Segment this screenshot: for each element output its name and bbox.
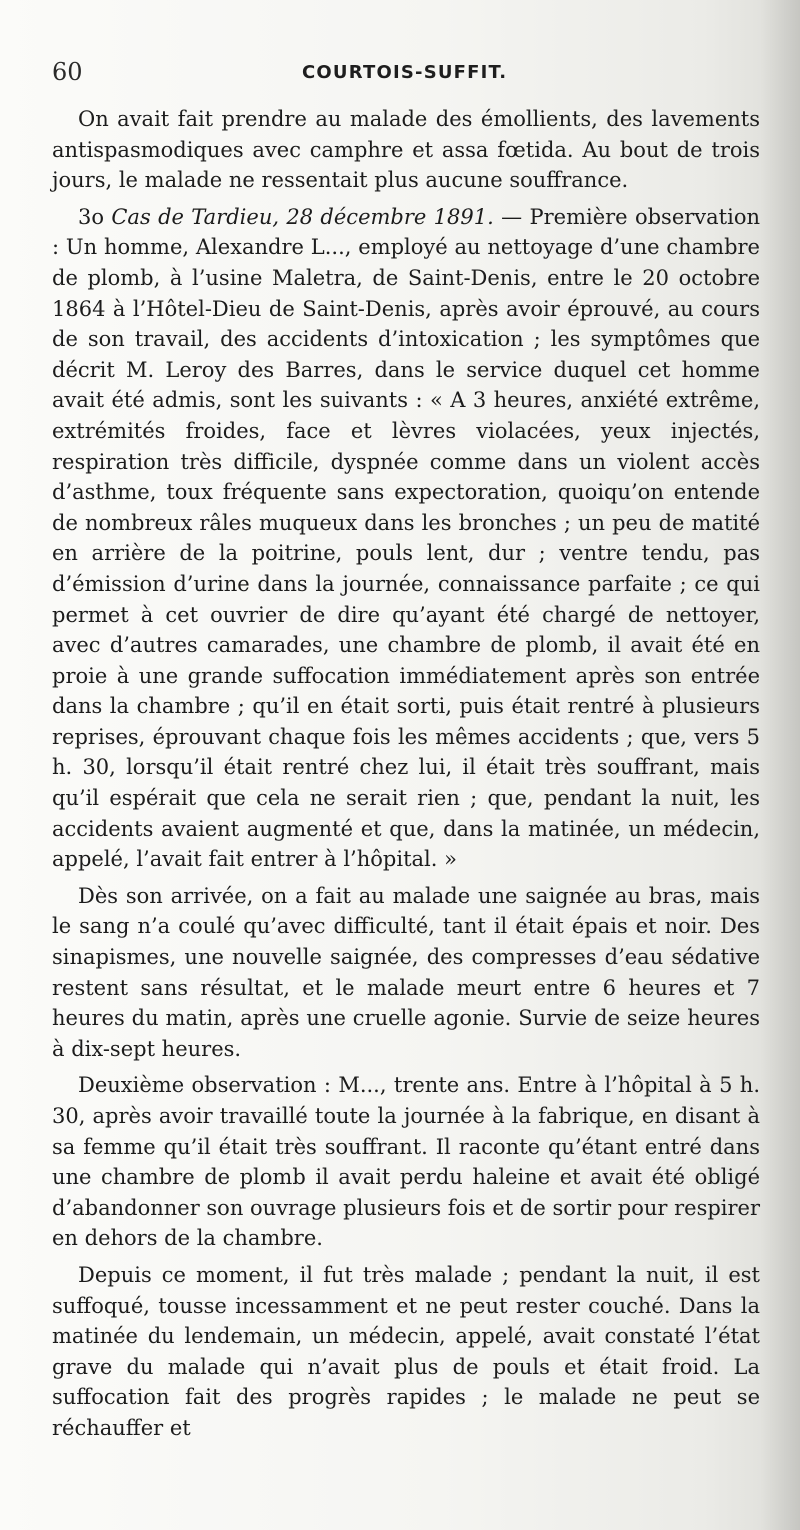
paragraph-second-observation: Deuxième observation : M..., trente ans. Entre à l’hôpital à 5 h. 30, après avoir travaillé toute la journée à la fabrique, en disant à sa femme qu’il était très souffrant. Il raconte qu’étant entré dans une chambre de plomb il avait perdu haleine et avait été obligé d’abandonner son ouvrage plusieurs fois et de sortir pour respirer en dehors de la chambre. xyxy=(52,1073,761,1251)
page-edge-shadow xyxy=(760,0,800,1530)
paragraph-tardieu-case xyxy=(52,202,760,875)
case-citation: Cas de Tardieu, 28 décembre 1891. xyxy=(111,204,494,229)
first-observation-text: — Première observation : Un homme, Alexandre L..., employé au nettoyage d’une chambre de plomb, à l’usine Maletra, de Saint-Denis, entre le 20 octobre 1864 à l’Hôtel-Dieu de Saint-Denis, après avoir éprouvé, au cours de son travail, des accidents d’intoxication ; les symptômes que décrit M. Leroy des Barres, dans le service duquel cet homme avait été admis, sont les suivants : « A 3 heures, anxiété extrême, extrémités froides, face et lèvres violacées, yeux injectés, respiration très difficile, dyspnée comme dans un violent accès d’asthme, toux fréquente sans expectoration, quoiqu’on entende de nombreux râles muqueux dans les bronches ; un peu de matité en arrière de la poitrine, pouls lent, dur ; ventre tendu, pas d’émission d’urine dans la journée, connaissance parfaite ; ce qui permet à cet ouvrier de dire qu’ayant été chargé de nettoyer, avec d’autres camarades, une chambre de plomb, il avait été en proie à une grande suffocation immédiatement après son entrée dans la chambre ; qu’il en était sorti, puis était rentré à plusieurs reprises, éprouvant chaque fois les mêmes accidents ; que, vers 5 h. 30, lorsqu’il était rentré chez lui, il était très souffrant, mais qu’il espérait que cela ne serait rien ; que, pendant la nuit, les accidents avaient augmenté et que, dans la matinée, un médecin, appelé, l’avait fait entrer à l’hôpital. » xyxy=(52,204,760,872)
paragraph-treatment: On avait fait prendre au malade des émollients, des lavements antispasmodiques avec camphre et assa fœtida. Au bout de trois jours, le malade ne ressentait plus aucune souffrance. xyxy=(52,107,760,193)
page-header xyxy=(52,52,752,92)
page-number: 60 xyxy=(52,58,83,86)
paragraph-outcome: Dès son arrivée, on a fait au malade une saignée au bras, mais le sang n’a coulé qu’avec difficulté, tant il était épais et noir. Des sinapismes, une nouvelle saignée, des compresses d’eau sédative restent sans résultat, et le malade meurt entre 6 heures et 7 heures du matin, après une cruelle agonie. Survie de seize heures à dix-sept heures. xyxy=(52,883,760,1061)
body-text xyxy=(52,104,760,1444)
case-number: 3o xyxy=(78,204,112,229)
running-head: COURTOIS-SUFFIT. xyxy=(302,62,508,83)
paragraph-progression: Depuis ce moment, il fut très malade ; pendant la nuit, il est suffoqué, tousse incessamment et ne peut rester couché. Dans la matinée du lendemain, un médecin, appelé, avait constaté l’état grave du malade qui n’avait plus de pouls et était froid. La suffocation fait des progrès rapides ; le malade ne peut se réchauffer et xyxy=(52,1262,760,1440)
